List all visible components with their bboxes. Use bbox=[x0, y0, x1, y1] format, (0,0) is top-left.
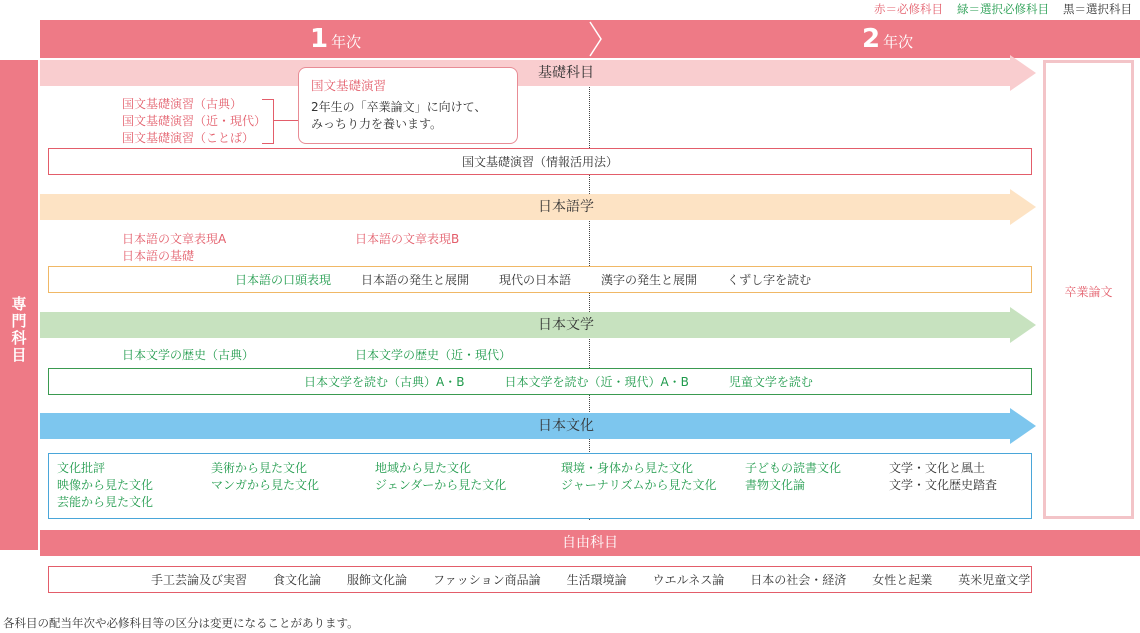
color-legend bbox=[860, 1, 1132, 17]
legend-required: 赤＝必修科目 bbox=[874, 2, 943, 16]
specialized-subjects-band bbox=[0, 60, 38, 550]
year-1-number: 1 bbox=[310, 24, 329, 54]
list-item: 日本語の文章表現B bbox=[355, 232, 460, 246]
kiso-required-list bbox=[122, 96, 266, 147]
free-subjects-box bbox=[48, 566, 1032, 593]
year-2-suffix: 年次 bbox=[883, 33, 914, 51]
nihonbunka-col-2 bbox=[211, 460, 319, 494]
list-item: 日本文学を読む（古典）A・B bbox=[304, 375, 465, 389]
list-item: 芸能から見た文化 bbox=[57, 495, 154, 509]
list-item: 日本語の口頭表現 bbox=[235, 273, 332, 287]
nihonbunka-box bbox=[48, 453, 1032, 519]
list-item: 児童文学を読む bbox=[728, 375, 813, 389]
list-item: ジェンダーから見た文化 bbox=[375, 478, 507, 492]
nihonbungaku-box bbox=[48, 368, 1032, 395]
nihonbunka-col-5 bbox=[745, 460, 841, 494]
nihongogaku-required-col1 bbox=[122, 231, 226, 265]
list-item: 日本語の発生と展開 bbox=[361, 273, 470, 287]
legend-elective: 黒＝選択科目 bbox=[1063, 2, 1132, 16]
list-item: 国文基礎演習（古典） bbox=[122, 97, 243, 111]
list-item: 映像から見た文化 bbox=[57, 478, 154, 492]
nihongogaku-box bbox=[48, 266, 1032, 293]
list-item: 日本文学を読む（近・現代）A・B bbox=[504, 375, 689, 389]
footnote: 各科目の配当年次や必修科目等の区分は変更になることがあります。 bbox=[3, 616, 359, 630]
callout-line: 2年生の「卒業論文」に向けて、 bbox=[311, 100, 487, 114]
kiso-arrow-label: 基礎科目 bbox=[538, 65, 594, 81]
list-item: 英米児童文学 bbox=[958, 573, 1031, 587]
callout-title: 国文基礎演習 bbox=[311, 78, 387, 93]
list-item: 日本文学の歴史（近・現代） bbox=[355, 348, 512, 362]
year-2-label bbox=[862, 20, 913, 58]
kiso-box bbox=[48, 148, 1032, 175]
nihongogaku-arrow-label: 日本語学 bbox=[538, 199, 594, 215]
list-item: 食文化論 bbox=[273, 573, 322, 587]
list-item: 国文基礎演習（ことば） bbox=[122, 131, 255, 145]
graduation-thesis-box bbox=[1043, 60, 1134, 519]
list-item: 文学・文化と風土 bbox=[889, 461, 986, 475]
list-item: 漢字の発生と展開 bbox=[601, 273, 698, 287]
legend-elective-required: 緑＝選択必修科目 bbox=[957, 2, 1049, 16]
list-item: 生活環境論 bbox=[566, 573, 627, 587]
list-item: 子どもの読書文化 bbox=[745, 461, 842, 475]
free-subjects-band: 自由科目 bbox=[40, 530, 1140, 556]
kiso-callout bbox=[298, 67, 518, 144]
nihonbungaku-history-modern bbox=[355, 347, 511, 364]
callout-body bbox=[311, 99, 505, 133]
list-item: 地域から見た文化 bbox=[375, 461, 472, 475]
list-item: 文学・文化歴史踏査 bbox=[889, 478, 998, 492]
list-item: くずし字を読む bbox=[727, 273, 812, 287]
nihonbunka-col-3 bbox=[375, 460, 506, 494]
list-item: マンガから見た文化 bbox=[211, 478, 320, 492]
list-item: 日本文学の歴史（古典） bbox=[122, 348, 255, 362]
list-item: 美術から見た文化 bbox=[211, 461, 308, 475]
list-item: 国文基礎演習（近・現代） bbox=[122, 114, 267, 128]
year-2-number: 2 bbox=[862, 24, 881, 54]
list-item: 日本語の文章表現A bbox=[122, 232, 227, 246]
list-item: 日本の社会・経済 bbox=[750, 573, 847, 587]
callout-line: みっちり力を養います。 bbox=[311, 117, 443, 131]
year-1-suffix: 年次 bbox=[331, 33, 362, 51]
nihonbunka-col-1 bbox=[57, 460, 153, 511]
specialized-subjects-label: 専 門 科 目 bbox=[11, 295, 27, 364]
bracket bbox=[262, 99, 274, 144]
nihongogaku-required-col2 bbox=[355, 231, 459, 248]
list-item: 手工芸論及び実習 bbox=[151, 573, 248, 587]
list-item: 現代の日本語 bbox=[499, 273, 572, 287]
list-item: ウエルネス論 bbox=[652, 573, 725, 587]
callout-connector bbox=[273, 120, 299, 121]
year-1-label bbox=[310, 20, 361, 58]
nihonbunka-col-6 bbox=[889, 460, 997, 494]
list-item: 書物文化論 bbox=[745, 478, 806, 492]
kiso-box-item: 国文基礎演習（情報活用法） bbox=[461, 155, 618, 169]
nihonbungaku-arrow-label: 日本文学 bbox=[538, 317, 594, 333]
list-item: 日本語の基礎 bbox=[122, 249, 195, 263]
nihonbunka-col-4 bbox=[561, 460, 717, 494]
list-item: 文化批評 bbox=[57, 461, 106, 475]
list-item: ジャーナリズムから見た文化 bbox=[561, 478, 717, 492]
nihonbungaku-history-classic bbox=[122, 347, 254, 364]
chevron-right-icon bbox=[588, 20, 604, 58]
list-item: 服飾文化論 bbox=[347, 573, 408, 587]
list-item: 環境・身体から見た文化 bbox=[561, 461, 694, 475]
nihonbunka-arrow-label: 日本文化 bbox=[538, 418, 594, 434]
list-item: ファッション商品論 bbox=[433, 573, 541, 587]
graduation-thesis-label: 卒業論文 bbox=[1064, 285, 1113, 299]
list-item: 女性と起業 bbox=[872, 573, 933, 587]
